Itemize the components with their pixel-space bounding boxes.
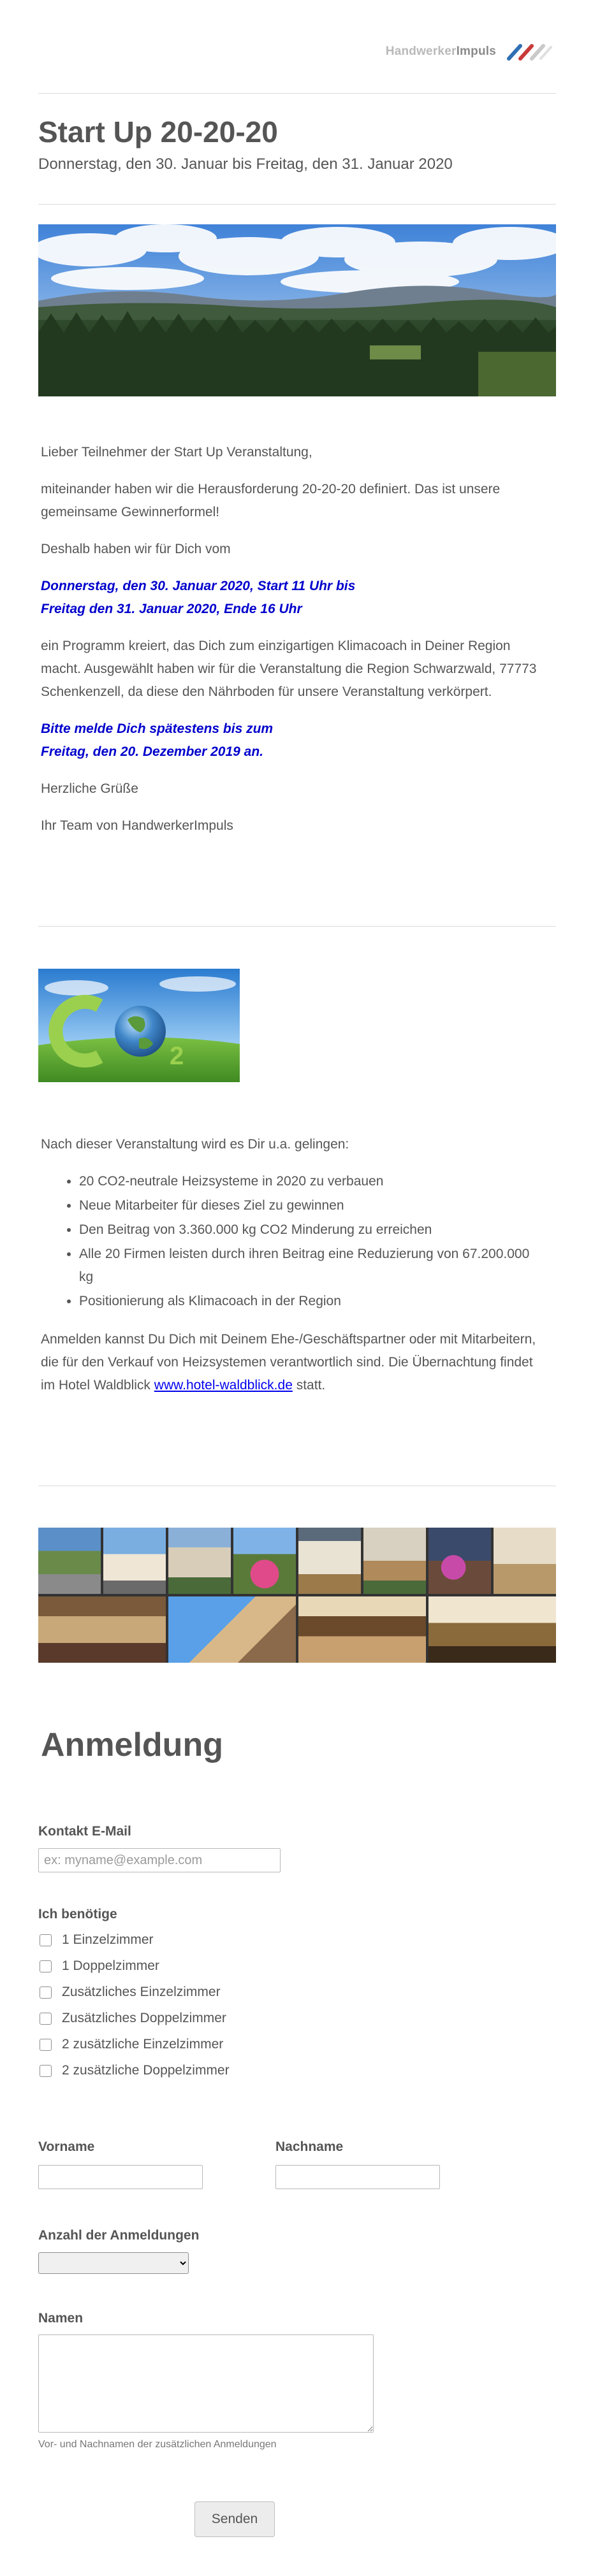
hotel-photo-strip [38,1528,556,1663]
intro-text [41,441,545,851]
event-date-line-2: Freitag den 31. Januar 2020, Ende 16 Uhr [41,602,302,616]
deadline-line-2: Freitag, den 20. Dezember 2019 an. [41,744,263,759]
count-label: Anzahl der Anmeldungen [38,2228,200,2243]
registration-text: Anmelden kannst Du Dich mit Deinem Ehe-/Geschäftspartner oder mit Mitarbeitern, die für den Verkauf von Heizsystemen verantwortlich sind. Die Übernachtung findet im Hotel Waldblick [41,1332,536,1393]
deadline [41,718,545,763]
names-textarea[interactable] [38,2334,374,2433]
hotel-photo [363,1528,426,1594]
names-hint: Vor- und Nachnamen der zusätzlichen Anmeldungen [38,2439,277,2450]
hotel-photo [494,1528,556,1594]
lastname-label: Nachname [275,2139,344,2154]
option-1-einzelzimmer[interactable] [40,1932,154,1948]
hotel-photo [168,1596,296,1663]
hotel-photo [38,1528,101,1594]
email-field[interactable] [38,1848,281,1872]
option-2-zusaetzliche-einzelzimmer[interactable] [40,2037,223,2052]
hotel-photo [428,1528,491,1594]
needs-label: Ich benötige [38,1907,117,1921]
co2-text [41,1133,545,1411]
deadline-line-1: Bitte melde Dich spätestens bis zum [41,721,274,736]
checkbox[interactable] [40,2039,52,2051]
brand-stripes-icon [505,42,555,61]
greeting: Lieber Teilnehmer der Start Up Veranstaltung, [41,445,312,459]
intro-paragraph-3: ein Programm kreiert, das Dich zum einzigartigen Klimacoach in Deiner Region macht. Ausgewählt haben wir für die Veranstaltung die Region Schwarzwald, 77773 Schenkenzell, da diese den Nährboden für unsere Veranstaltung verkörpert. [41,639,537,699]
hotel-photo [233,1528,296,1594]
goal-item: • Den Beitrag von 3.360.000 kg CO2 Minderung zu erreichen [79,1219,545,1241]
goals-list [41,1170,545,1313]
brand-name [386,45,496,59]
names-label: Namen [38,2311,84,2326]
co2-globe-image [38,969,240,1082]
intro-divider [38,926,556,927]
hotel-photo [38,1596,166,1663]
goal-item: • Neue Mitarbeiter für dieses Ziel zu gewinnen [79,1194,545,1217]
checkbox[interactable] [40,2065,52,2077]
option-zusaetzliches-doppelzimmer[interactable] [40,2011,226,2026]
brand-part2: Impuls [456,45,496,58]
registration-count-select[interactable] [38,2252,189,2274]
co2-lead: Nach dieser Veranstaltung wird es Dir u.a. gelingen: [41,1137,349,1152]
registration-paragraph [41,1328,545,1397]
firstname-label: Vorname [38,2139,95,2154]
firstname-field[interactable] [38,2165,203,2189]
brand-logo [386,42,555,61]
option-label: Zusätzliches Einzelzimmer [62,1985,221,1999]
intro-paragraph-1: miteinander haben wir die Herausforderung 20-20-20 definiert. Das ist unsere gemeinsame Gewinnerformel! [41,482,501,519]
forest-landscape-image [38,224,556,396]
checkbox[interactable] [40,1986,52,1999]
option-1-doppelzimmer[interactable] [40,1958,159,1974]
title-divider [38,204,556,205]
option-zusaetzliches-einzelzimmer[interactable] [40,1985,221,2000]
hotel-photo [428,1596,556,1663]
header-divider [38,93,556,94]
option-label: 1 Einzelzimmer [62,1932,154,1947]
hotel-photo [103,1528,166,1594]
option-label: 1 Doppelzimmer [62,1958,159,1973]
form-title: Anmeldung [41,1726,223,1763]
hotel-photo [168,1528,231,1594]
hotel-photo [298,1528,361,1594]
checkbox[interactable] [40,2013,52,2025]
brand-part1: Handwerker [385,45,457,58]
event-date-line-1: Donnerstag, den 30. Januar 2020, Start 11 Uhr bis [41,579,356,593]
option-label: 2 zusätzliche Doppelzimmer [62,2063,230,2078]
event-dates [41,575,545,621]
closing: Herzliche Grüße [41,781,138,796]
event-subtitle: Donnerstag, den 30. Januar bis Freitag, den 31. Januar 2020 [38,156,453,173]
option-2-zusaetzliche-doppelzimmer[interactable] [40,2063,230,2078]
email-label: Kontakt E-Mail [38,1824,131,1839]
registration-text-end: statt. [292,1378,326,1393]
goal-item: • Alle 20 Firmen leisten durch ihren Beitrag eine Reduzierung von 67.200.000 kg [79,1243,545,1289]
checkbox[interactable] [40,1934,52,1946]
hotel-photo [298,1596,426,1663]
event-title: Start Up 20-20-20 [38,115,278,148]
lastname-field[interactable] [275,2165,440,2189]
intro-paragraph-2: Deshalb haben wir für Dich vom [41,542,231,556]
goal-item: • 20 CO2-neutrale Heizsysteme in 2020 zu verbauen [79,1170,545,1193]
hotel-link[interactable]: www.hotel-waldblick.de [154,1378,293,1393]
submit-button[interactable]: Senden [194,2501,275,2537]
signature: Ihr Team von HandwerkerImpuls [41,818,233,833]
checkbox[interactable] [40,1960,52,1972]
option-label: 2 zusätzliche Einzelzimmer [62,2037,224,2051]
option-label: Zusätzliches Doppelzimmer [62,2011,226,2025]
svg-text:2: 2 [170,1042,184,1070]
goal-item: • Positionierung als Klimacoach in der Region [79,1290,545,1313]
